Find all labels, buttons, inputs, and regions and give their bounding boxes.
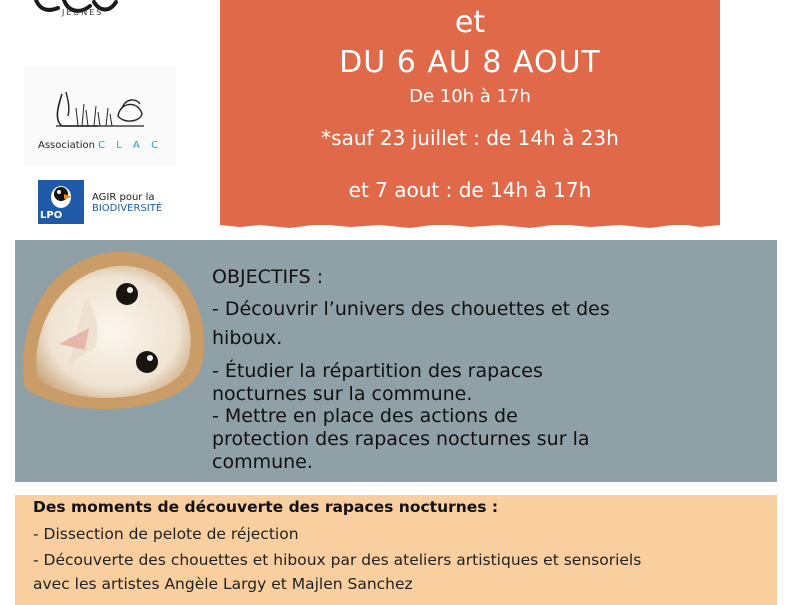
- banner-dates: DU 6 AU 8 AOUT: [339, 45, 601, 80]
- objective-item-1: [212, 298, 772, 350]
- clac-logo-illustration: [48, 86, 148, 134]
- moments-item-3: avec les artistes Angèle Largy et Majlen Sanchez: [33, 575, 413, 593]
- lpo-logo-tagline: [92, 192, 162, 214]
- objective-item-2: [212, 360, 772, 406]
- banner-torn-edge: [220, 222, 720, 230]
- clac-logo-label: [38, 140, 162, 151]
- objective-2-line-2: nocturnes sur la commune.: [212, 383, 473, 405]
- lpo-bio-text: BIODIVERSITÉ: [92, 203, 163, 214]
- objective-1-line-1: - Découvrir l’univers des chouettes et des: [212, 298, 610, 320]
- moments-item-1: - Dissection de pelote de réjection: [33, 525, 299, 543]
- objective-3-line-2: protection des rapaces nocturnes sur la: [212, 428, 590, 450]
- banner-exception-2: et 7 aout : de 14h à 17h: [348, 178, 592, 202]
- objective-1-line-2: hiboux.: [212, 327, 283, 349]
- moments-item-2: - Découverte des chouettes et hiboux par des ateliers artistiques et sensoriels: [33, 551, 642, 569]
- moments-title: Des moments de découverte des rapaces nocturnes :: [33, 498, 499, 516]
- objective-3-line-1: - Mettre en place des actions de: [212, 405, 518, 427]
- clac-logo-letters: C L A C: [98, 140, 163, 151]
- banner-exception-1: *sauf 23 juillet : de 14h à 23h: [321, 126, 619, 150]
- objective-3-line-3: commune.: [212, 451, 313, 473]
- lpo-agir-text: AGIR pour la: [92, 192, 155, 203]
- lpo-logo-text: LPO: [40, 210, 63, 221]
- date-banner: [220, 0, 720, 225]
- objectives-title: OBJECTIFS :: [212, 266, 324, 288]
- banner-hours: De 10h à 17h: [409, 86, 531, 107]
- clac-logo-prefix: Association: [38, 140, 95, 151]
- banner-et: et: [454, 5, 486, 40]
- top-logo-subtitle: JEUNES: [62, 8, 104, 17]
- owl-image: [15, 238, 215, 418]
- objective-item-3: [212, 405, 772, 474]
- objective-2-line-1: - Étudier la répartition des rapaces: [212, 360, 543, 382]
